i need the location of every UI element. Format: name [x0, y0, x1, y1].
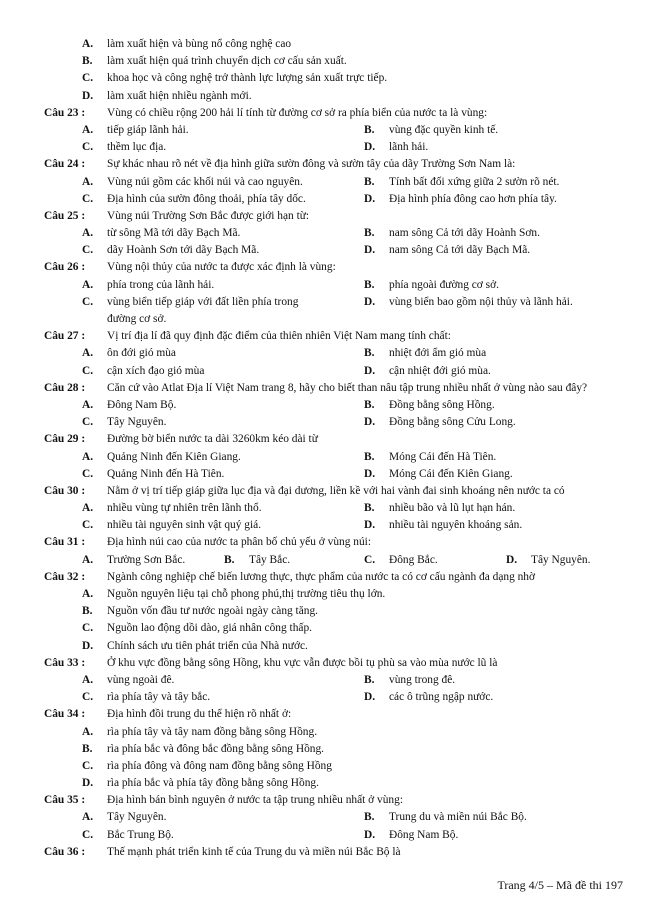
option-label: D.	[364, 192, 376, 205]
option-text: dãy Hoành Sơn tới dãy Bạch Mã.	[107, 244, 260, 257]
option-line	[44, 242, 619, 259]
question-number: Câu 28 :	[44, 381, 86, 394]
answer-option	[82, 620, 312, 637]
option-line	[44, 724, 619, 741]
option-line	[44, 638, 619, 655]
option-line	[44, 139, 619, 156]
question-stem	[44, 534, 619, 551]
option-text: Đông Nam Bộ.	[389, 828, 459, 841]
question-number: Câu 23 :	[44, 106, 86, 119]
answer-option	[82, 741, 324, 758]
option-text: cận nhiệt đới gió mùa.	[389, 364, 491, 377]
answer-option	[82, 827, 174, 844]
answer-option	[506, 552, 590, 569]
answer-option	[82, 139, 166, 156]
option-label: D.	[82, 639, 94, 652]
answer-option	[82, 277, 214, 294]
option-text: làm xuất hiện và bùng nổ công nghệ cao	[107, 38, 292, 50]
option-text: Móng Cái đến Kiên Giang.	[389, 467, 513, 480]
answer-option	[364, 174, 559, 191]
option-label: A.	[82, 553, 94, 566]
answer-option	[82, 70, 387, 87]
option-text: Quảng Ninh đến Kiên Giang.	[107, 450, 241, 463]
option-text: phía trong của lãnh hải.	[107, 278, 215, 291]
question-text: Thế mạnh phát triển kinh tế của Trung du và miền núi Bắc Bộ là	[107, 845, 401, 858]
option-text: các ô trũng ngập nước.	[389, 691, 494, 704]
question-stem	[44, 792, 619, 809]
option-text: nhiều tài nguyên khoáng sản.	[389, 519, 523, 532]
option-text: rìa phía đông và đông nam đồng bằng sông Hồng	[107, 759, 332, 772]
answer-option	[82, 36, 291, 53]
answer-option	[82, 294, 327, 328]
option-label: A.	[82, 673, 94, 686]
option-text: Quảng Ninh đến Hà Tiên.	[107, 467, 225, 480]
question-text: Nằm ở vị trí tiếp giáp giữa lục địa và đại dương, liền kề với hai vành đai sinh khoáng nên nước ta có	[107, 484, 565, 497]
option-label: B.	[364, 811, 375, 824]
option-text: nam sông Cả tới dãy Hoành Sơn.	[389, 227, 540, 240]
option-line	[44, 586, 619, 603]
option-text: Địa hình phía đông cao hơn phía tây.	[389, 192, 557, 205]
answer-option	[82, 414, 166, 431]
option-text: Tây Bắc.	[249, 553, 291, 566]
option-line	[44, 809, 619, 826]
option-label: A.	[82, 347, 94, 360]
option-label: A.	[82, 502, 94, 515]
option-text: nam sông Cả tới dãy Bạch Mã.	[389, 244, 531, 257]
question-number: Câu 30 :	[44, 484, 86, 497]
option-text: vùng biển tiếp giáp với đất liền phía trong đường cơ sở.	[107, 295, 299, 326]
option-label: A.	[82, 38, 94, 50]
option-label: B.	[224, 553, 235, 566]
option-text: Đông Bắc.	[389, 553, 438, 566]
question-number: Câu 24 :	[44, 158, 86, 171]
option-line	[44, 294, 619, 328]
option-line	[44, 449, 619, 466]
option-line	[44, 603, 619, 620]
option-text: làm xuất hiện nhiều ngành mới.	[107, 89, 252, 102]
option-line	[44, 552, 619, 569]
option-text: lãnh hải.	[389, 141, 429, 154]
question-stem	[44, 569, 619, 586]
answer-option	[82, 586, 385, 603]
answer-option	[364, 191, 557, 208]
answer-option	[82, 122, 189, 139]
option-label: D.	[364, 828, 376, 841]
option-text: nhiều vùng tự nhiên trên lãnh thổ.	[107, 502, 262, 515]
option-line	[44, 345, 619, 362]
option-line	[44, 397, 619, 414]
option-text: Vùng núi gồm các khối núi và cao nguyên.	[107, 175, 303, 188]
option-text: vùng đặc quyền kinh tế.	[389, 123, 499, 136]
option-label: C.	[82, 72, 94, 85]
option-line	[44, 741, 619, 758]
question-text: Sự khác nhau rõ nét về địa hình giữa sườn đông và sườn tây của dãy Trường Sơn Nam là:	[107, 158, 516, 171]
option-line	[44, 225, 619, 242]
option-text: ôn đới gió mùa	[107, 347, 176, 360]
answer-option	[82, 500, 262, 517]
answer-option	[364, 672, 455, 689]
option-label: A.	[82, 450, 94, 463]
option-label: A.	[82, 398, 94, 411]
answer-option	[364, 277, 499, 294]
option-label: A.	[82, 123, 94, 136]
question-stem	[44, 259, 619, 276]
answer-option	[82, 758, 332, 775]
question-stem	[44, 105, 619, 122]
option-text: nhiều tài nguyên sinh vật quý giá.	[107, 519, 262, 532]
option-line	[44, 689, 619, 706]
answer-option	[364, 517, 522, 534]
option-line	[44, 70, 619, 87]
option-label: D.	[364, 364, 376, 377]
answer-option	[364, 689, 493, 706]
answer-option	[364, 552, 438, 569]
question-number: Câu 25 :	[44, 209, 86, 222]
option-line	[44, 277, 619, 294]
option-label: B.	[364, 450, 375, 463]
question-text: Vị trí địa lí đã quy định đặc điểm của thiên nhiên Việt Nam mang tính chất:	[107, 330, 451, 343]
option-text: nhiều bão và lũ lụt hạn hán.	[389, 502, 516, 515]
option-line	[44, 672, 619, 689]
answer-option	[82, 809, 166, 826]
answer-option	[82, 397, 176, 414]
answer-option	[364, 242, 530, 259]
option-text: Trường Sơn Bắc.	[107, 553, 186, 566]
option-line	[44, 88, 619, 105]
option-text: Đồng bằng sông Hồng.	[389, 398, 495, 411]
answer-option	[364, 466, 513, 483]
option-text: vùng biển bao gồm nội thủy và lãnh hải.	[389, 295, 573, 308]
option-label: B.	[82, 55, 93, 68]
option-text: Địa hình của sườn đông thoải, phía tây dốc.	[107, 192, 306, 205]
option-label: D.	[82, 777, 94, 790]
option-line	[44, 758, 619, 775]
option-label: B.	[364, 347, 375, 360]
option-label: C.	[82, 364, 94, 377]
answer-option	[82, 724, 317, 741]
option-line	[44, 191, 619, 208]
option-label: C.	[82, 244, 94, 257]
option-text: Nguồn nguyên liệu tại chỗ phong phú,thị trường tiêu thụ lớn.	[107, 588, 386, 601]
option-text: Đồng bằng sông Cửu Long.	[389, 416, 516, 429]
answer-option	[82, 363, 204, 380]
option-label: B.	[82, 605, 93, 618]
answer-option	[224, 552, 290, 569]
answer-option	[364, 139, 428, 156]
option-label: B.	[82, 742, 93, 755]
option-label: D.	[364, 244, 376, 257]
answer-option	[82, 466, 224, 483]
option-label: C.	[82, 192, 94, 205]
option-label: D.	[364, 519, 376, 532]
option-text: vùng trong đê.	[389, 673, 456, 686]
option-label: C.	[82, 416, 94, 429]
question-number: Câu 29 :	[44, 433, 86, 446]
option-label: D.	[506, 553, 518, 566]
question-text: Vùng núi Trường Sơn Bắc được giới hạn từ:	[107, 209, 310, 222]
answer-option	[364, 500, 515, 517]
option-label: C.	[82, 467, 94, 480]
question-number: Câu 32 :	[44, 570, 86, 583]
answer-option	[364, 345, 486, 362]
option-text: rìa phía bắc và đông bắc đồng bằng sông Hồng.	[107, 742, 325, 755]
option-text: nhiệt đới ẩm gió mùa	[389, 347, 487, 360]
question-number: Câu 26 :	[44, 261, 86, 274]
option-label: A.	[82, 725, 94, 738]
answer-option	[364, 809, 527, 826]
option-label: B.	[364, 123, 375, 136]
option-text: khoa học và công nghệ trở thành lực lượng sản xuất trực tiếp.	[107, 72, 388, 85]
option-text: Tây Nguyên.	[107, 811, 167, 824]
option-line	[44, 53, 619, 70]
option-label: D.	[364, 691, 376, 704]
question-number: Câu 36 :	[44, 845, 86, 858]
option-label: B.	[364, 227, 375, 240]
answer-option	[364, 225, 540, 242]
answer-option	[364, 294, 573, 311]
option-line	[44, 363, 619, 380]
option-label: B.	[364, 502, 375, 515]
option-text: Tây Nguyên.	[531, 553, 591, 566]
option-label: A.	[82, 811, 94, 824]
question-text: Ngành công nghiệp chế biến lương thực, thực phẩm của nước ta có cơ cấu ngành đa dạng nhờ	[107, 570, 536, 583]
question-text: Ở khu vực đồng bằng sông Hồng, khu vực vẫn được bồi tụ phù sa vào mùa nước lũ là	[107, 656, 498, 669]
question-stem	[44, 844, 619, 861]
option-label: A.	[82, 278, 94, 291]
answer-option	[364, 363, 491, 380]
question-text: Địa hình đồi trung du thể hiện rõ nhất ở:	[107, 708, 292, 721]
option-label: C.	[82, 828, 94, 841]
answer-option	[82, 672, 174, 689]
question-stem	[44, 208, 619, 225]
answer-option	[364, 122, 498, 139]
question-stem	[44, 655, 619, 672]
answer-option	[82, 689, 210, 706]
question-text: Đường bờ biển nước ta dài 3260km kéo dài từ	[107, 433, 318, 446]
answer-option	[82, 225, 240, 242]
question-number: Câu 34 :	[44, 708, 86, 721]
option-label: B.	[364, 398, 375, 411]
question-text: Căn cứ vào Atlat Địa lí Việt Nam trang 8, hãy cho biết than nâu tập trung nhiều nhất ở vùng nào sau đây?	[107, 381, 588, 394]
question-text: Địa hình bán bình nguyên ở nước ta tập trung nhiều nhất ở vùng:	[107, 794, 403, 807]
answer-option	[82, 517, 261, 534]
option-text: cận xích đạo gió mùa	[107, 364, 205, 377]
question-number: Câu 31 :	[44, 536, 86, 549]
question-stem	[44, 483, 619, 500]
question-number: Câu 33 :	[44, 656, 86, 669]
option-label: D.	[82, 89, 94, 102]
page-footer: Trang 4/5 – Mã đề thi 197	[497, 878, 623, 892]
option-label: C.	[82, 295, 94, 308]
option-text: Chính sách ưu tiên phát triển của Nhà nước.	[107, 639, 308, 652]
option-text: Nguồn lao động dồi dào, giá nhân công thấp.	[107, 622, 312, 635]
question-stem	[44, 380, 619, 397]
option-text: làm xuất hiện quá trình chuyển dịch cơ cấu sản xuất.	[107, 55, 347, 68]
option-text: rìa phía bắc và phía tây đồng bằng sông Hồng.	[107, 777, 319, 790]
option-text: Móng Cái đến Hà Tiên.	[389, 450, 497, 463]
answer-option	[364, 449, 496, 466]
option-text: Bắc Trung Bộ.	[107, 828, 174, 841]
answer-option	[82, 53, 347, 70]
option-line	[44, 466, 619, 483]
question-text: Vùng nội thủy của nước ta được xác định là vùng:	[107, 261, 336, 274]
option-label: C.	[82, 759, 94, 772]
answer-option	[364, 414, 516, 431]
answer-option	[82, 638, 308, 655]
answer-option	[82, 88, 252, 105]
option-label: B.	[364, 673, 375, 686]
option-line	[44, 174, 619, 191]
option-text: Trung du và miền núi Bắc Bộ.	[389, 811, 527, 824]
option-line	[44, 414, 619, 431]
answer-option	[82, 603, 318, 620]
question-number: Câu 27 :	[44, 330, 86, 343]
question-text: Địa hình núi cao của nước ta phân bố chủ yếu ở vùng núi:	[107, 536, 372, 549]
option-line	[44, 827, 619, 844]
answer-option	[82, 345, 176, 362]
question-stem	[44, 706, 619, 723]
option-text: Nguồn vốn đầu tư nước ngoài ngày càng tăng.	[107, 605, 319, 618]
question-number: Câu 35 :	[44, 794, 86, 807]
answer-option	[364, 827, 458, 844]
option-label: B.	[364, 175, 375, 188]
answer-option	[82, 174, 303, 191]
option-label: C.	[82, 519, 94, 532]
exam-content	[44, 36, 619, 861]
option-label: B.	[364, 278, 375, 291]
option-label: A.	[82, 588, 94, 601]
option-label: D.	[364, 295, 376, 308]
answer-option	[82, 449, 241, 466]
option-text: phía ngoài đường cơ sở.	[389, 278, 499, 291]
answer-option	[82, 775, 319, 792]
question-stem	[44, 431, 619, 448]
option-label: C.	[82, 622, 94, 635]
option-label: C.	[82, 691, 94, 704]
option-line	[44, 500, 619, 517]
question-stem	[44, 156, 619, 173]
option-text: từ sông Mã tới dãy Bạch Mã.	[107, 227, 241, 240]
option-text: Đông Nam Bộ.	[107, 398, 177, 411]
option-label: C.	[364, 553, 376, 566]
question-stem	[44, 328, 619, 345]
option-text: rìa phía tây và tây bắc.	[107, 691, 211, 704]
question-text: Vùng có chiều rộng 200 hải lí tính từ đường cơ sở ra phía biển của nước ta là vùng:	[107, 106, 488, 119]
option-text: Tây Nguyên.	[107, 416, 167, 429]
answer-option	[82, 242, 259, 259]
answer-option	[364, 397, 495, 414]
option-label: A.	[82, 175, 94, 188]
option-text: tiếp giáp lãnh hải.	[107, 123, 189, 136]
option-label: D.	[364, 467, 376, 480]
option-text: vùng ngoài đê.	[107, 673, 175, 686]
option-label: A.	[82, 227, 94, 240]
option-text: rìa phía tây và tây nam đồng bằng sông Hồng.	[107, 725, 318, 738]
option-label: D.	[364, 416, 376, 429]
option-text: Tính bất đối xứng giữa 2 sườn rõ nét.	[389, 175, 560, 188]
answer-option	[82, 191, 306, 208]
option-line	[44, 620, 619, 637]
option-line	[44, 775, 619, 792]
option-text: thềm lục địa.	[107, 141, 167, 154]
option-label: D.	[364, 141, 376, 154]
option-line	[44, 36, 619, 53]
option-line	[44, 517, 619, 534]
option-label: C.	[82, 141, 94, 154]
option-line	[44, 122, 619, 139]
answer-option	[82, 552, 185, 569]
